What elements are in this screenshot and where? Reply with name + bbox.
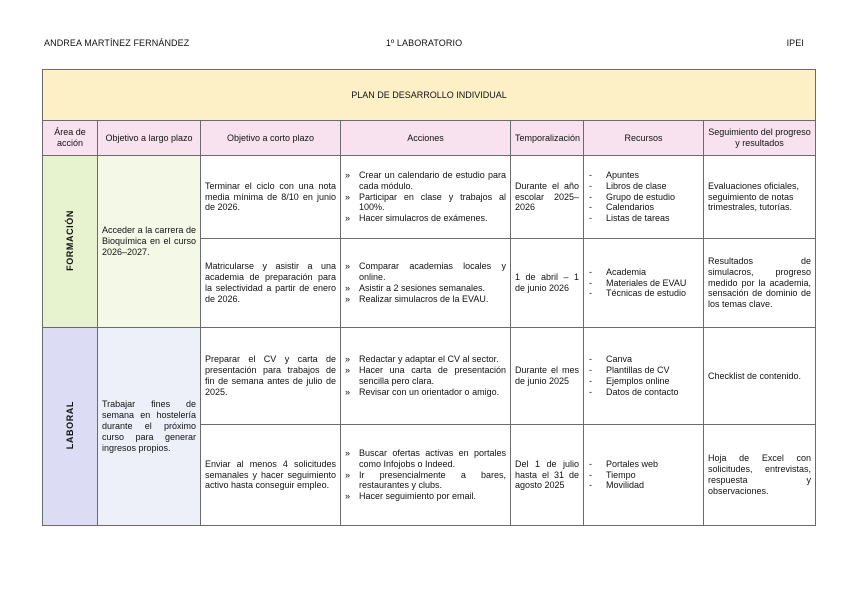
resource-item: - Apuntes bbox=[588, 170, 699, 181]
short-term-goal: Matricularse y asistir a una academia de preparación para la selectividad a partir de enero de 2026. bbox=[201, 239, 341, 328]
action-item: » Buscar ofertas activas en portales como Infojobs o Indeed. bbox=[345, 448, 506, 470]
short-term-goal: Terminar el ciclo con una nota media mínima de 8/10 en junio de 2026. bbox=[201, 156, 341, 239]
long-term-goal: Acceder a la carrera de Bioquímica en el curso 2026–2027. bbox=[98, 156, 201, 328]
resource-item: - Portales web bbox=[588, 459, 699, 470]
resource-item: - Listas de tareas bbox=[588, 213, 699, 224]
column-header-area: Área de acción bbox=[43, 121, 98, 156]
action-item: » Comparar academias locales y online. bbox=[345, 261, 506, 283]
action-item: » Revisar con un orientador o amigo. bbox=[345, 387, 506, 398]
actions-cell bbox=[341, 239, 511, 328]
table-row bbox=[43, 328, 816, 425]
area-cell-formacion bbox=[43, 156, 98, 328]
action-item: » Hacer seguimiento por email. bbox=[345, 491, 506, 502]
resource-item: - Ejemplos online bbox=[588, 376, 699, 387]
column-header-long-term: Objetivo a largo plazo bbox=[98, 121, 201, 156]
action-item: » Participar en clase y trabajos al 100%. bbox=[345, 192, 506, 214]
actions-cell bbox=[341, 156, 511, 239]
author-name: ANDREA MARTÍNEZ FERNÁNDEZ bbox=[44, 38, 190, 48]
resources-cell bbox=[584, 239, 704, 328]
resources-cell bbox=[584, 425, 704, 526]
resource-item: - Grupo de estudio bbox=[588, 192, 699, 203]
action-item: » Crear un calendario de estudio para cada módulo. bbox=[345, 170, 506, 192]
column-header-actions: Acciones bbox=[341, 121, 511, 156]
resource-item: - Calendarios bbox=[588, 202, 699, 213]
resources-cell bbox=[584, 328, 704, 425]
resource-item: - Academia bbox=[588, 267, 699, 278]
column-header-short-term: Objetivo a corto plazo bbox=[201, 121, 341, 156]
tracking-cell: Checklist de contenido. bbox=[704, 328, 816, 425]
resource-item: - Técnicas de estudio bbox=[588, 288, 699, 299]
action-item: » Ir presencialmente a bares, restaurantes y clubs. bbox=[345, 470, 506, 492]
area-label: FORMACIÓN bbox=[64, 209, 75, 271]
development-plan-table bbox=[42, 69, 816, 526]
school-name: IPEI bbox=[786, 38, 804, 48]
column-header-tracking: Seguimiento del progreso y resultados bbox=[704, 121, 816, 156]
column-header-timing: Temporalización bbox=[511, 121, 584, 156]
column-header-resources: Recursos bbox=[584, 121, 704, 156]
tracking-cell: Resultados de simulacros, progreso medido por la academia, sensación de dominio de los temas clave. bbox=[704, 239, 816, 328]
plan-title: PLAN DE DESARROLLO INDIVIDUAL bbox=[43, 70, 816, 121]
action-item: » Redactar y adaptar el CV al sector. bbox=[345, 354, 506, 365]
actions-cell bbox=[341, 425, 511, 526]
action-item: » Hacer simulacros de exámenes. bbox=[345, 213, 506, 224]
resource-item: - Movilidad bbox=[588, 480, 699, 491]
timing-cell: Del 1 de julio hasta el 31 de agosto 2025 bbox=[511, 425, 584, 526]
resources-cell bbox=[584, 156, 704, 239]
resource-item: - Canva bbox=[588, 354, 699, 365]
action-item: » Realizar simulacros de la EVAU. bbox=[345, 294, 506, 305]
timing-cell: 1 de abril – 1 de junio 2026 bbox=[511, 239, 584, 328]
resource-item: - Plantillas de CV bbox=[588, 365, 699, 376]
lab-name: 1º LABORATORIO bbox=[385, 38, 463, 48]
actions-cell bbox=[341, 328, 511, 425]
action-item: » Asistir a 2 sesiones semanales. bbox=[345, 283, 506, 294]
resource-item: - Datos de contacto bbox=[588, 387, 699, 398]
table-row bbox=[43, 156, 816, 239]
tracking-cell: Evaluaciones oficiales, seguimiento de notas trimestrales, tutorías. bbox=[704, 156, 816, 239]
resource-item: - Libros de clase bbox=[588, 181, 699, 192]
area-label: LABORAL bbox=[64, 400, 75, 450]
tracking-cell: Hoja de Excel con solicitudes, entrevistas, respuesta y observaciones. bbox=[704, 425, 816, 526]
long-term-goal: Trabajar fines de semana en hostelería durante el próximo curso para generar ingresos propios. bbox=[98, 328, 201, 526]
resource-item: - Tiempo bbox=[588, 470, 699, 481]
timing-cell: Durante el año escolar 2025–2026 bbox=[511, 156, 584, 239]
resource-item: - Materiales de EVAU bbox=[588, 278, 699, 289]
short-term-goal: Preparar el CV y carta de presentación para trabajos de fin de semana antes de julio de 2025. bbox=[201, 328, 341, 425]
action-item: » Hacer una carta de presentación sencilla pero clara. bbox=[345, 365, 506, 387]
short-term-goal: Enviar al menos 4 solicitudes semanales y hacer seguimiento activo hasta conseguir empleo. bbox=[201, 425, 341, 526]
area-cell-laboral bbox=[43, 328, 98, 526]
timing-cell: Durante el mes de junio 2025 bbox=[511, 328, 584, 425]
